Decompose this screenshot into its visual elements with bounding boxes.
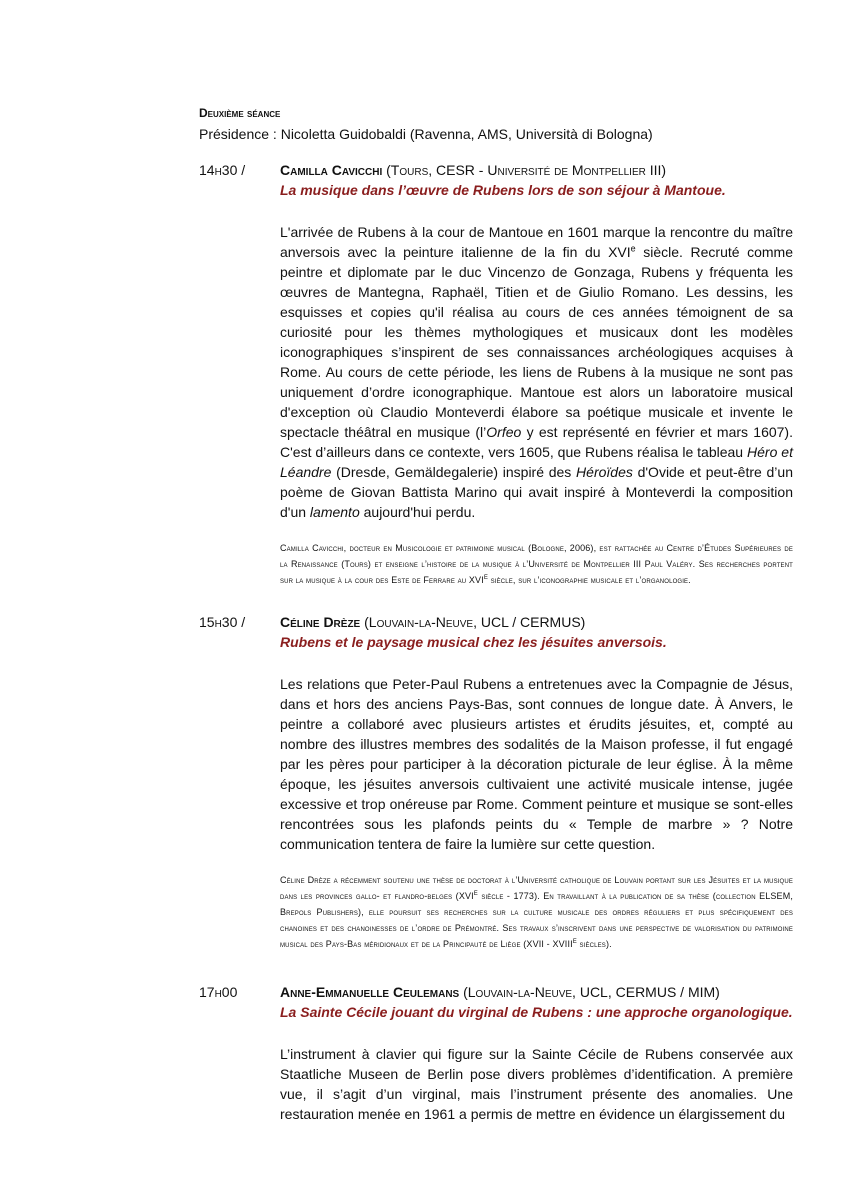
speaker-bio	[280, 872, 793, 952]
abstract-text: aujourd'hui perdu.	[359, 504, 476, 520]
work-title-italic: lamento	[309, 504, 360, 520]
talk-title: Rubens et le paysage musical chez les jésuites anversois.	[280, 634, 667, 650]
seance-header	[199, 104, 799, 144]
session-content	[280, 160, 793, 588]
presidence-line: Présidence : Nicoletta Guidobaldi (Ravenna, AMS, Università di Bologna)	[199, 126, 653, 142]
speaker-name: Camilla Cavicchi	[280, 162, 383, 178]
speaker-affiliation: (Tours, CESR - Université de Montpellier III)	[382, 162, 667, 178]
session-time: 15h30 /	[199, 614, 246, 630]
seance-title: Deuxième séance	[199, 106, 281, 120]
work-title-italic: Héroïdes	[576, 464, 633, 480]
century-superscript: e	[483, 571, 489, 581]
bio-text: Camilla Cavicchi, docteur en Musicologie et patrimoine musical (Bologne, 2006), est rattachée au Centre d’Études Supérieures de la Renaissance (Tours) et enseigne l’histoire de la musique à l’Université de Montpellier III Paul Valéry. Ses recherches portent sur la musique à la cour des Este de Ferrare au XVI	[280, 543, 793, 585]
session-content	[280, 612, 793, 952]
bio-text: siècle - 1773). En travaillant à la publication de sa thèse (collection ELSEM, Brepols Publishers), elle poursuit ses recherches sur la culture musicale des ordres réguliers et plus spécifiquement des chanoines et des chanoinesses de l’ordre de Prémontré. Ses travaux s’inscrivent dans une perspective de valorisation du patrimoine musical des Pays-Bas méridionaux et de la Principauté de Liège (XVII - XVIII	[280, 891, 793, 949]
abstract-text: siècle. Recruté comme peintre et diplomate par le duc Vincenzo de Gonzaga, Rubens y fréquenta les œuvres de Mantegna, Raphaël, Titien et de Giulio Romano. Les dessins, les esquisses et copies qu'il réalisa au cours de ces années témoignent de sa curiosité pour les thèmes mythologiques et musicaux dont les modèles iconographiques s’inspirent de ses connaissances archéologiques acquises à Rome. Au cours de cette période, les liens de Rubens à la musique ne sont pas uniquement d’ordre iconographique. Mantoue est alors un laboratoire musical d'exception où Claudio Monteverdi élabore sa poétique musicale et invente le spectacle théâtral en musique (l’	[280, 244, 793, 440]
century-superscript: e	[572, 935, 577, 945]
speaker-affiliation: (Louvain-la-Neuve, UCL / CERMUS)	[360, 614, 586, 630]
abstract	[280, 222, 793, 522]
work-title-italic: Orfeo	[486, 424, 522, 440]
session-time: 17h00	[199, 984, 238, 1000]
abstract-text: L’instrument à clavier qui figure sur la Sainte Cécile de Rubens conservée aux Staatliche Museen de Berlin pose divers problèmes d’identification. A première vue, il s’agit d’un virginal, mais l’instrument présente des anomalies. Une restauration menée en 1961 a permis de mettre en évidence un élargissement du	[280, 1046, 793, 1122]
bio-text: siècle, sur l’iconographie musicale et l’organologie.	[488, 575, 691, 585]
talk-title: La musique dans l’œuvre de Rubens lors de son séjour à Mantoue.	[280, 182, 726, 198]
abstract-text: (Dresde, Gemäldegalerie) inspiré des	[331, 464, 577, 480]
speaker-line	[280, 160, 793, 180]
speaker-affiliation: (Louvain-la-Neuve, UCL, CERMUS / MIM)	[459, 984, 720, 1000]
session-content	[280, 982, 793, 1124]
speaker-line	[280, 612, 793, 632]
abstract	[280, 1044, 793, 1124]
bio-text: siècles).	[576, 939, 612, 949]
speaker-bio	[280, 540, 793, 588]
bio-text: Céline Drèze a récemment soutenu une thèse de doctorat à l’Université catholique de Louvain portant sur les Jésuites et la musique dans les provinces gallo- et flandro-belges (XVI	[280, 875, 793, 901]
speaker-line	[280, 982, 793, 1002]
talk-title: La Sainte Cécile jouant du virginal de Rubens : une approche organologique.	[280, 1004, 793, 1020]
century-superscript: e	[630, 243, 636, 254]
session-time: 14h30 /	[199, 162, 246, 178]
abstract	[280, 674, 793, 854]
speaker-name: Céline Drèze	[280, 614, 361, 630]
abstract-text: y est représenté en février et mars 1607). C'est d’ailleurs dans ce contexte, vers 1605, que Rubens réalisa le tableau	[280, 424, 793, 460]
work-title-italic: Héro et Léandre	[280, 444, 793, 480]
abstract-text: d'Ovide et peut-être d’un poème de Giovan Battista Marino qui avait inspiré à Monteverdi la composition d'un	[280, 464, 793, 520]
abstract-text: Les relations que Peter-Paul Rubens a entretenues avec la Compagnie de Jésus, dans et hors des anciens Pays-Bas, sont connues de longue date. À Anvers, le peintre a collaboré avec plusieurs artistes et érudits jésuites, et, compté au nombre des illustres membres des sodalités de la Maison professe, il fut engagé par les pères pour participer à la décoration picturale de leur église. À la même époque, les jésuites anversois cultivaient une activité musicale intense, jugée excessive et trop onéreuse par Rome. Comment peinture et musique se sont-elles rencontrées sous les plafonds peints du « Temple de marbre » ? Notre communication tentera de faire la lumière sur cette question.	[280, 676, 793, 852]
century-superscript: e	[473, 887, 478, 897]
speaker-name: Anne-Emmanuelle Ceulemans	[280, 984, 460, 1000]
abstract-text: L'arrivée de Rubens à la cour de Mantoue en 1601 marque la rencontre du maître anversois avec la peinture italienne de la fin du XVI	[280, 224, 793, 260]
